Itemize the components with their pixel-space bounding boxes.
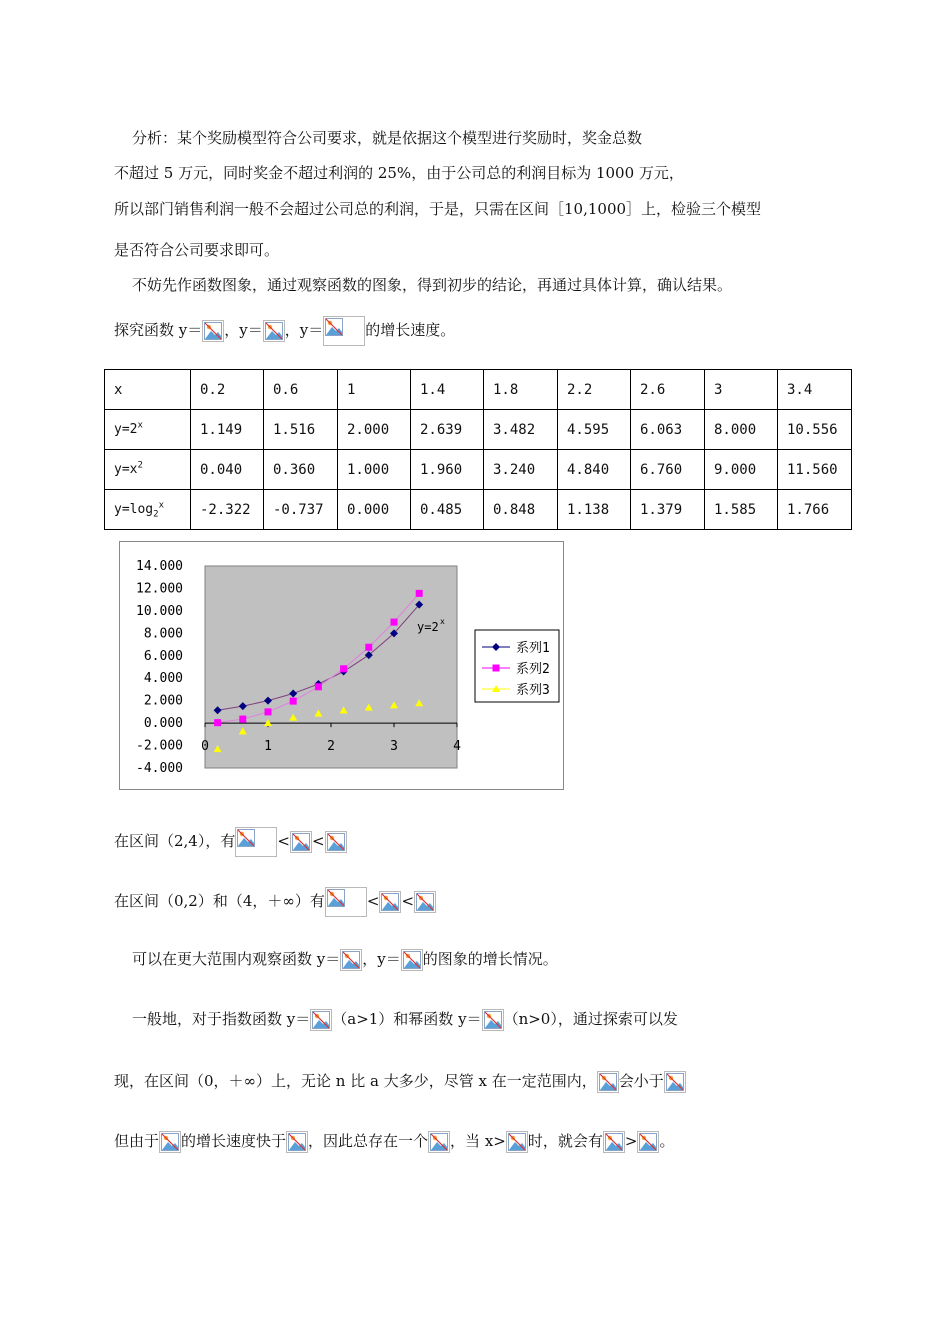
table-cell: 2.639 (411, 410, 484, 450)
y-tick-label: 14.000 (136, 559, 183, 574)
formula-image-icon (482, 1009, 504, 1031)
x-tick-label: 3 (390, 739, 398, 755)
legend-label: 系列1 (516, 641, 550, 656)
formula-image-icon (290, 831, 312, 853)
formula-image-icon (310, 1009, 332, 1031)
formula-image-icon (263, 320, 285, 342)
data-point (265, 708, 272, 715)
formula-image-icon (286, 1131, 308, 1153)
table-cell: 0.2 (191, 370, 264, 410)
formula-image-icon (401, 949, 423, 971)
row-label-log: $y=\log_2^x$ (105, 490, 191, 530)
x-tick-label: 4 (453, 739, 461, 755)
legend-label: 系列3 (516, 683, 550, 698)
paragraph-analysis-4: 是否符合公司要求即可。 (114, 241, 280, 259)
line-wider-range: 可以在更大范围内观察函数 y＝ ，y＝ 的图象的增长情况。 (132, 944, 558, 974)
table-cell: 2.000 (338, 410, 411, 450)
table-row (105, 490, 852, 530)
paragraph-analysis-1: 分析：某个奖励模型符合公司要求，就是依据这个模型进行奖励时，奖金总数 (132, 129, 643, 147)
formula-image-icon (603, 1131, 625, 1153)
y-tick-label: 0.000 (143, 716, 183, 732)
data-point (214, 719, 221, 726)
table-cell: -0.737 (264, 490, 338, 530)
table-cell: 3.240 (484, 450, 558, 490)
data-point (290, 698, 297, 705)
table-cell: 6.760 (631, 450, 705, 490)
table-cell: 0.000 (338, 490, 411, 530)
formula-image-icon (597, 1071, 619, 1093)
y-tick-label: 12.000 (136, 581, 183, 597)
row-label-power: $y=x^2$ (105, 450, 191, 490)
formula-image-icon (506, 1131, 528, 1153)
table-cell: 4.840 (558, 450, 631, 490)
table-cell: 0.360 (264, 450, 338, 490)
table-cell: 1.4 (411, 370, 484, 410)
legend-marker (493, 665, 500, 672)
paragraph-explore-functions: 探究函数 y＝ ，y＝ ，y＝ 的增长速度。 (114, 313, 455, 347)
x-tick-label: 2 (327, 739, 335, 755)
y-tick-label: -4.000 (136, 761, 183, 776)
table-cell: x (105, 370, 191, 410)
table-cell: 0.6 (264, 370, 338, 410)
chart-annotation-sup: x (440, 617, 445, 626)
y-tick-label: 8.000 (143, 626, 183, 642)
table-cell: 1.149 (191, 410, 264, 450)
formula-image-icon (379, 891, 401, 913)
formula-image-icon (637, 1131, 659, 1153)
x-tick-label: 0 (201, 739, 209, 755)
table-cell: 9.000 (705, 450, 778, 490)
formula-image-icon (159, 1131, 181, 1153)
table-cell: 1.138 (558, 490, 631, 530)
line-general-1: 一般地，对于指数函数 y＝ （a>1）和幂函数 y＝ （n>0），通过探索可以发 (132, 1004, 678, 1034)
growth-chart (119, 541, 564, 790)
table-cell: 1.8 (484, 370, 558, 410)
y-tick-label: 4.000 (143, 671, 183, 687)
data-point (365, 644, 372, 651)
table-cell: 1.379 (631, 490, 705, 530)
table-cell: 11.560 (778, 450, 852, 490)
y-tick-label: 2.000 (143, 693, 183, 709)
data-point (391, 619, 398, 626)
data-point (340, 665, 347, 672)
table-cell: 1.960 (411, 450, 484, 490)
paragraph-analysis-3: 所以部门销售利润一般不会超过公司总的利润，于是，只需在区间［10,1000］上，检验三个模型 (114, 200, 762, 218)
table-cell: 3.482 (484, 410, 558, 450)
data-point (239, 716, 246, 723)
chart-svg (120, 542, 563, 789)
table-cell: 0.040 (191, 450, 264, 490)
chart-annotation: y=2 (417, 620, 439, 634)
table-cell: 2.6 (631, 370, 705, 410)
table-cell: 0.485 (411, 490, 484, 530)
table-cell: 1.516 (264, 410, 338, 450)
table-cell: 1 (338, 370, 411, 410)
row-label-exp: $y=2^x$ (105, 410, 191, 450)
formula-image-icon (428, 1131, 450, 1153)
table-cell: 6.063 (631, 410, 705, 450)
data-point (315, 683, 322, 690)
table-row (105, 410, 852, 450)
line-general-2: 现，在区间（0，＋∞）上，无论 n 比 a 大多少，尽管 x 在一定范围内， 会小于 (114, 1066, 686, 1096)
table-cell: 8.000 (705, 410, 778, 450)
table-header-row (105, 370, 852, 410)
formula-image-icon (235, 827, 277, 857)
paragraph-approach: 不妨先作函数图象，通过观察函数的图象，得到初步的结论，再通过具体计算，确认结果。 (132, 276, 733, 294)
x-tick-label: 1 (264, 739, 272, 755)
y-tick-label: -2.000 (136, 738, 183, 754)
values-table (104, 369, 852, 530)
table-cell: 0.848 (484, 490, 558, 530)
table-cell: 4.595 (558, 410, 631, 450)
table-cell: 2.2 (558, 370, 631, 410)
table-cell: 10.556 (778, 410, 852, 450)
formula-image-icon (325, 887, 367, 917)
table-cell: 1.000 (338, 450, 411, 490)
table-cell: 1.766 (778, 490, 852, 530)
formula-image-icon (323, 316, 365, 346)
y-tick-label: 6.000 (143, 648, 183, 664)
table-row (105, 450, 852, 490)
table-cell: 3 (705, 370, 778, 410)
data-point (416, 590, 423, 597)
legend-label: 系列2 (516, 662, 550, 677)
paragraph-analysis-2: 不超过 5 万元，同时奖金不超过利润的 25%，由于公司总的利润目标为 1000 万元， (114, 164, 684, 182)
formula-image-icon (664, 1071, 686, 1093)
y-tick-label: 10.000 (136, 603, 183, 619)
formula-image-icon (340, 949, 362, 971)
table-cell: 3.4 (778, 370, 852, 410)
table-cell: 1.585 (705, 490, 778, 530)
formula-image-icon (325, 831, 347, 853)
line-interval-2-4: 在区间（2,4），有 < < (114, 826, 347, 857)
line-interval-0-2: 在区间（0,2）和（4，＋∞）有 < < (114, 886, 436, 917)
line-general-3: 但由于 的增长速度快于 ，因此总存在一个 ，当 x> 时，就会有 > 。 (114, 1126, 674, 1156)
formula-image-icon (202, 320, 224, 342)
formula-image-icon (414, 891, 436, 913)
table-cell: -2.322 (191, 490, 264, 530)
